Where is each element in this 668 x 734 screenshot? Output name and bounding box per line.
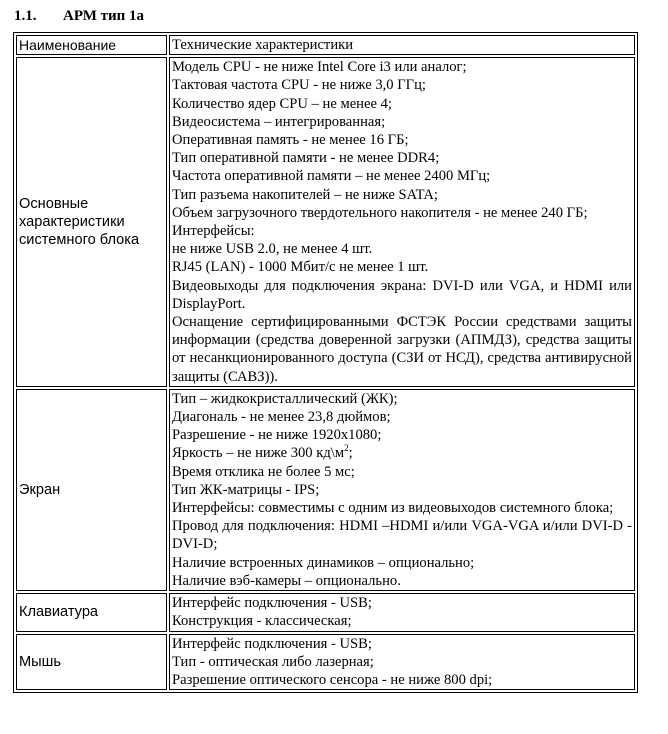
row-name-cell [16, 389, 167, 591]
spec-line: Диагональ - не менее 23,8 дюймов; [172, 409, 391, 426]
row-name-line: Экран [19, 481, 61, 498]
spec-line: Тип ЖК-матрицы - IPS; [172, 481, 320, 498]
brightness-suffix: ; [348, 445, 353, 462]
row-name-line: Клавиатура [19, 604, 99, 621]
spec-line: Конструкция - классическая; [172, 613, 352, 630]
row-name-line: Мышь [19, 653, 61, 670]
spec-line: Тактовая частота CPU - не ниже 3,0 ГГц; [172, 77, 426, 94]
spec-line: Разрешение оптического сенсора - не ниже 800 dpi; [172, 671, 493, 688]
section-heading [14, 4, 144, 28]
spec-line: Оперативная память - не менее 16 ГБ; [172, 132, 409, 149]
header-specs-label: Технические характеристики [172, 37, 354, 53]
spec-line: Частота оперативной памяти – не менее 2400 МГц; [172, 168, 491, 185]
row-specs-cell [169, 593, 635, 631]
spec-paragraph: Интерфейсы: совместимы с одним из видеовыходов системного блока; [172, 500, 614, 517]
spec-line: Модель CPU - не ниже Intel Core i3 или аналог; [172, 59, 467, 76]
spec-line: RJ45 (LAN) - 1000 Мбит/с не менее 1 шт. [172, 259, 429, 276]
spec-line: Количество ядер CPU – не менее 4; [172, 95, 392, 112]
brightness-superscript: 2 [344, 443, 349, 454]
spec-line: Видеосистема – интегрированная; [172, 113, 386, 130]
table-row [16, 389, 635, 591]
spec-line: Интерфейсы: [172, 223, 255, 240]
spec-line: Разрешение - не ниже 1920x1080; [172, 427, 382, 444]
spec-line: Наличие вэб-камеры – опционально. [172, 572, 401, 589]
row-name-line: характеристики [19, 213, 125, 230]
spec-line: Тип – жидкокристаллический (ЖК); [172, 390, 398, 407]
brightness-text: Яркость – не ниже 300 кд\м [172, 445, 345, 462]
spec-paragraph: Видеовыходы для подключения экрана: DVI-D или VGA, и HDMI или DisplayPort. [172, 277, 632, 312]
table-row [16, 593, 635, 631]
spec-paragraph: Провод для подключения: HDMI –HDMI и/или VGA-VGA и/или DVI-D - DVI-D; [172, 518, 632, 553]
header-name-cell: Наименование [16, 35, 167, 55]
header-specs-cell [169, 35, 635, 55]
table-row [16, 57, 635, 387]
row-name-line: системного блока [19, 232, 140, 249]
spec-line: Объем загрузочного твердотельного накопителя - не менее 240 ГБ; [172, 204, 588, 221]
spec-line: не ниже USB 2.0, не менее 4 шт. [172, 241, 373, 258]
row-name-line: Основные [19, 195, 89, 212]
specs-table [13, 32, 638, 693]
spec-line: Тип оперативной памяти - не менее DDR4; [172, 150, 440, 167]
spec-line: Тип разъема накопителей – не ниже SATA; [172, 186, 438, 203]
row-name-cell [16, 593, 167, 631]
spec-line: Тип - оптическая либо лазерная; [172, 653, 374, 670]
row-specs-cell [169, 57, 635, 387]
spec-line: Интерфейс подключения - USB; [172, 635, 372, 652]
spec-line: Интерфейс подключения - USB; [172, 595, 372, 612]
spec-paragraph: Оснащение сертифицированными ФСТЭК России средствами защиты информации (средства доверенной загрузки (АПМДЗ), средства защиты от несанкционированного доступа (СЗИ от НСД), средства антивирусной защиты (САВЗ)). [172, 314, 632, 385]
spec-line: Время отклика не более 5 мс; [172, 463, 355, 480]
table-row [16, 634, 635, 691]
table-header-row [16, 35, 635, 55]
row-name-cell [16, 634, 167, 691]
section-number: 1.1. [14, 8, 37, 24]
section-title: АРМ тип 1а [63, 8, 145, 24]
row-specs-cell [169, 634, 635, 691]
row-name-cell [16, 57, 167, 387]
spec-line: Наличие встроенных динамиков – опционально; [172, 554, 475, 571]
row-specs-cell [169, 389, 635, 591]
spec-line-brightness [172, 444, 632, 462]
